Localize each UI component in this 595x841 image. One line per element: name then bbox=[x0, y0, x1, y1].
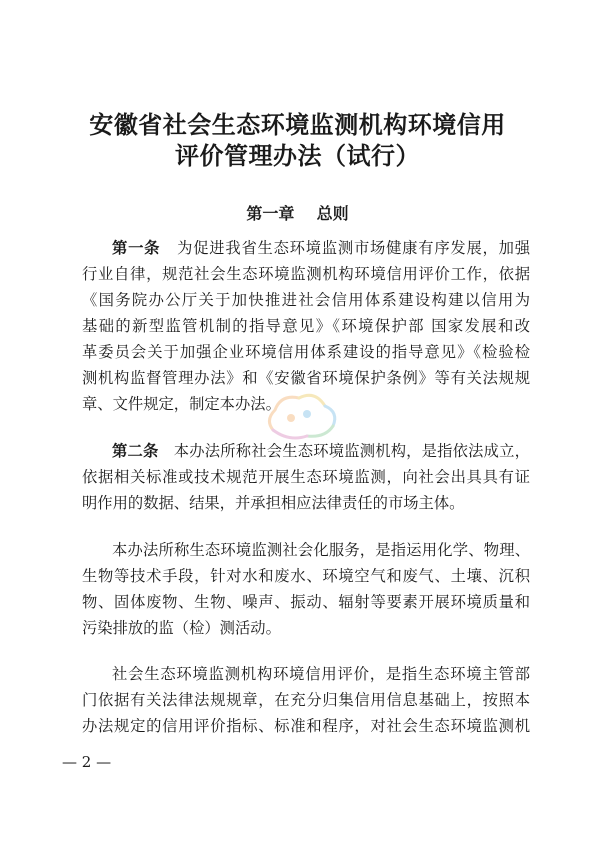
cloud-logo-watermark-icon bbox=[255, 380, 345, 450]
document-title-line-2: 评价管理办法（试行） bbox=[175, 141, 420, 170]
article-1-text-line: 章、文件规定，制定本办法。 bbox=[82, 395, 281, 413]
article-2-text-line: 依据相关标准或技术规范开展生态环境监测，向社会出具具有证 bbox=[82, 468, 530, 486]
article-2-text-line: 明作用的数据、结果，并承担相应法律责任的市场主体。 bbox=[82, 494, 465, 512]
article-1-text-line: 《国务院办公厅关于加快推进社会信用体系建设构建以信用为 bbox=[82, 291, 530, 309]
article-1-text-line: 为促进我省生态环境监测市场健康有序发展，加强 bbox=[177, 239, 530, 257]
document-title-line-1: 安徽省社会生态环境监测机构环境信用 bbox=[89, 110, 506, 139]
paragraph-3-text-line: 污染排放的监（检）测活动。 bbox=[82, 619, 281, 637]
page-number: — 2 — bbox=[62, 753, 112, 771]
article-1-first-line bbox=[112, 236, 530, 260]
article-1-label: 第一条 bbox=[112, 239, 161, 257]
article-2-label: 第二条 bbox=[112, 442, 159, 460]
article-1-text-line: 行业自律，规范社会生态环境监测机构环境信用评价工作，依据 bbox=[82, 265, 530, 283]
paragraph-3-text-line: 生物等技术手段，针对水和废水、环境空气和废气、土壤、沉积 bbox=[82, 567, 530, 585]
chapter-heading: 第一章 总则 bbox=[246, 204, 349, 223]
paragraph-3-text-line: 物、固体废物、生物、噪声、振动、辐射等要素开展环境质量和 bbox=[82, 593, 530, 611]
paragraph-4-text-line: 社会生态环境监测机构环境信用评价，是指生态环境主管部 bbox=[112, 665, 530, 683]
article-1-text-line: 测机构监督管理办法》和《安徽省环境保护条例》等有关法规规 bbox=[82, 369, 530, 387]
paragraph-4-text-line: 门依据有关法律法规规章，在充分归集信用信息基础上，按照本 bbox=[82, 691, 530, 709]
article-2-text-line: 本办法所称社会生态环境监测机构，是指依法成立， bbox=[173, 442, 530, 460]
article-1-text-line: 革委员会关于加强企业环境信用体系建设的指导意见》《检验检 bbox=[82, 343, 530, 361]
paragraph-3-text-line: 本办法所称生态环境监测社会化服务，是指运用化学、物理、 bbox=[112, 541, 530, 559]
article-1-text-line: 基础的新型监管机制的指导意见》《环境保护部 国家发展和改 bbox=[82, 317, 530, 335]
paragraph-4-text-line: 办法规定的信用评价指标、标准和程序，对社会生态环境监测机 bbox=[82, 717, 530, 735]
